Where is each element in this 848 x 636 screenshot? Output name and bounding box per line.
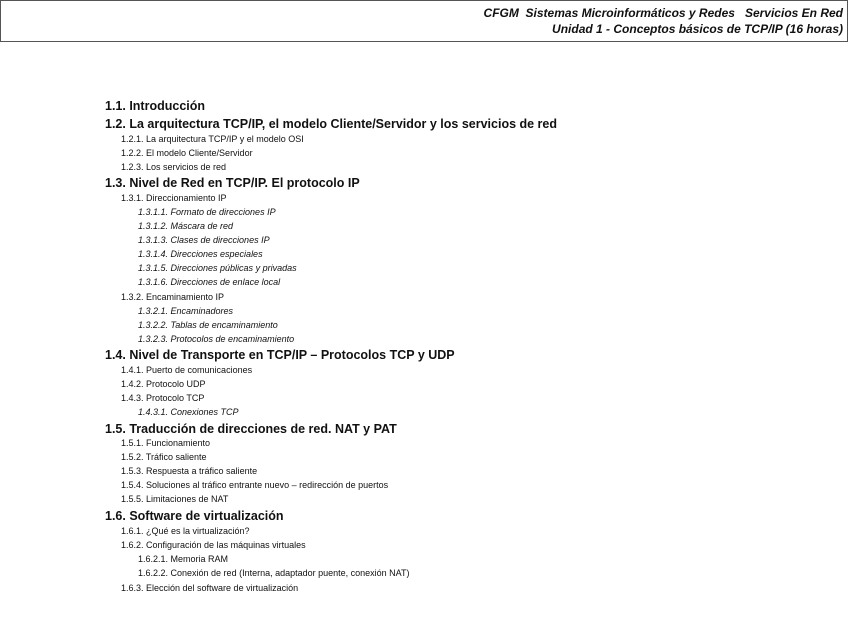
toc-entry-level-2: 1.6.3. Elección del software de virtualización bbox=[121, 583, 299, 593]
toc-entry-level-3: 1.3.2.1. Encaminadores bbox=[138, 306, 234, 316]
toc-entry-level-2: 1.3.2. Encaminamiento IP bbox=[121, 292, 225, 302]
toc-entry-level-2: 1.6.2. Configuración de las máquinas virtuales bbox=[121, 540, 306, 550]
unit-title: Unidad 1 - Conceptos básicos de TCP/IP (16 horas) bbox=[552, 22, 843, 36]
toc-entry-level-2: 1.4.2. Protocolo UDP bbox=[121, 379, 206, 389]
toc-entry-level-1: 1.4. Nivel de Transporte en TCP/IP – Protocolos TCP y UDP bbox=[105, 348, 455, 362]
toc-entry-level-3: 1.3.1.5. Direcciones públicas y privadas bbox=[138, 263, 297, 273]
toc-entry-level-2: 1.5.2. Tráfico saliente bbox=[121, 452, 207, 462]
toc-entry-level-1: 1.6. Software de virtualización bbox=[105, 509, 284, 523]
toc-entry-level-2: 1.5.5. Limitaciones de NAT bbox=[121, 494, 229, 504]
toc-entry-level-1: 1.2. La arquitectura TCP/IP, el modelo Cliente/Servidor y los servicios de red bbox=[105, 117, 558, 131]
toc-entry-level-3: 1.3.1.6. Direcciones de enlace local bbox=[138, 277, 281, 287]
toc-entry-level-2: 1.3.1. Direccionamiento IP bbox=[121, 193, 227, 203]
toc-entry-level-1: 1.5. Traducción de direcciones de red. NAT y PAT bbox=[105, 422, 397, 436]
toc-entry-level-3: 1.3.1.3. Clases de direcciones IP bbox=[138, 235, 270, 245]
toc-entry-level-2: 1.6.1. ¿Qué es la virtualización? bbox=[121, 526, 250, 536]
toc-entry-level-2: 1.4.1. Puerto de comunicaciones bbox=[121, 365, 253, 375]
course-title: CFGM Sistemas Microinformáticos y Redes Servicios En Red bbox=[483, 6, 843, 20]
toc-entry-level-1: 1.1. Introducción bbox=[105, 99, 206, 113]
toc-entry-level-2: 1.2.1. La arquitectura TCP/IP y el modelo OSI bbox=[121, 134, 304, 144]
toc-entry-level-3: 1.3.2.3. Protocolos de encaminamiento bbox=[138, 334, 295, 344]
toc-entry-level-3: 1.3.2.2. Tablas de encaminamiento bbox=[138, 320, 278, 330]
toc-entry-level-2: 1.5.3. Respuesta a tráfico saliente bbox=[121, 466, 258, 476]
toc-entry-level-3: 1.6.2.1. Memoria RAM bbox=[138, 554, 229, 564]
toc-entry-level-2: 1.4.3. Protocolo TCP bbox=[121, 393, 205, 403]
page-header bbox=[0, 0, 848, 42]
toc-entry-level-3: 1.4.3.1. Conexiones TCP bbox=[138, 407, 239, 417]
toc-entry-level-3: 1.6.2.2. Conexión de red (Interna, adaptador puente, conexión NAT) bbox=[138, 568, 410, 578]
toc-entry-level-3: 1.3.1.1. Formato de direcciones IP bbox=[138, 207, 276, 217]
toc-entry-level-3: 1.3.1.4. Direcciones especiales bbox=[138, 249, 263, 259]
toc-entry-level-3: 1.3.1.2. Máscara de red bbox=[138, 221, 234, 231]
toc-entry-level-2: 1.2.2. El modelo Cliente/Servidor bbox=[121, 148, 253, 158]
toc-entry-level-2: 1.2.3. Los servicios de red bbox=[121, 162, 227, 172]
toc-entry-level-1: 1.3. Nivel de Red en TCP/IP. El protocolo IP bbox=[105, 176, 360, 190]
toc-entry-level-2: 1.5.1. Funcionamiento bbox=[121, 438, 211, 448]
toc-entry-level-2: 1.5.4. Soluciones al tráfico entrante nuevo – redirección de puertos bbox=[121, 480, 389, 490]
